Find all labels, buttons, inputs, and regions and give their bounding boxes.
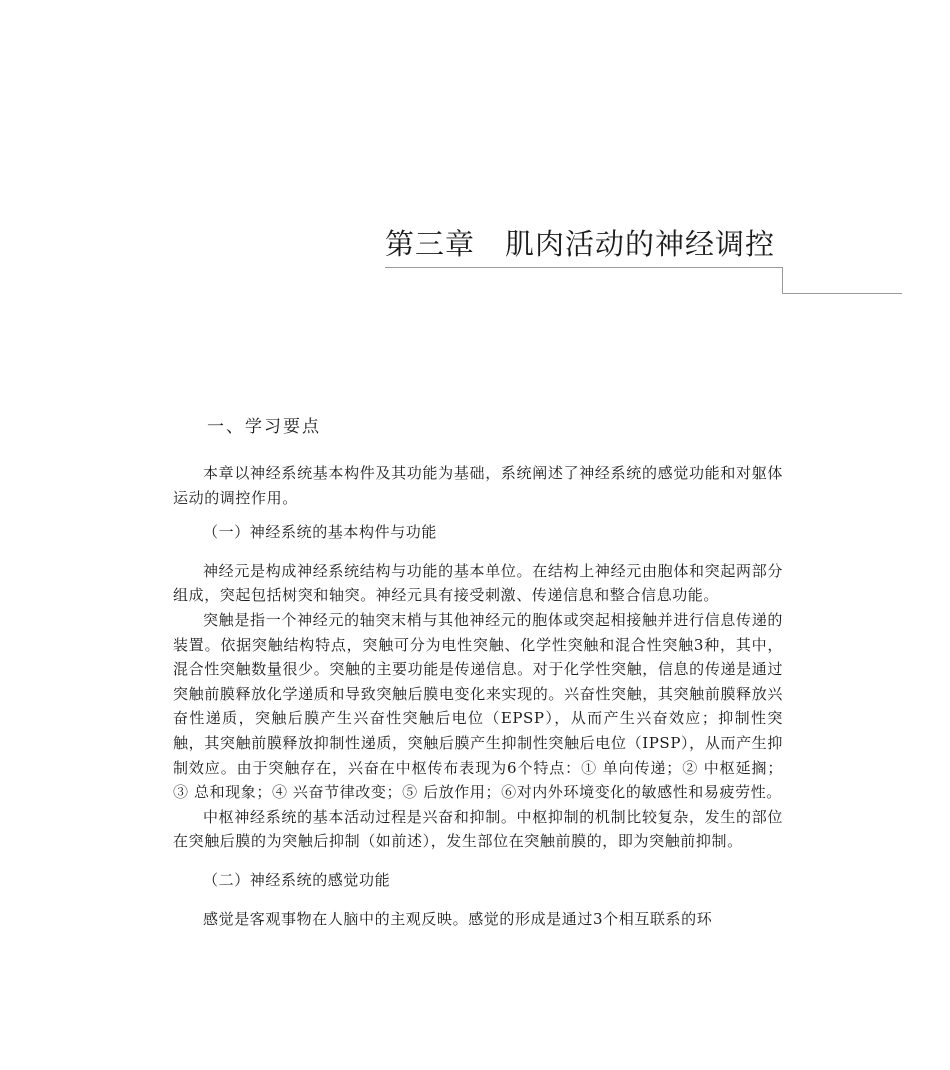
paragraph-sensation: 感觉是客观事物在人脑中的主观反映。感觉的形成是通过3个相互联系的环: [203, 909, 713, 928]
paragraph-synapse: 突触是指一个神经元的轴突末梢与其他神经元的胞体或突起相接触并进行信息传递的装置。依据突触结构特点，突触可分为电性突触、化学性突触和混合性突触3种，其中，混合性突触数量很少。突触的主要功能是传递信息。对于化学性突触，信息的传递是通过突触前膜释放化学递质和导致突触后膜电变化来实现的。兴奋性突触，其突触前膜释放兴奋性递质，突触后膜产生兴奋性突触后电位（EPSP），从而产生兴奋效应；抑制性突触，其突触前膜释放抑制性递质，突触后膜产生抑制性突触后电位（IPSP），从而产生抑制效应。由于突触存在，兴奋在中枢传布表现为6个特点：① 单向传递；② 中枢延搁；③ 总和现象；④ 兴奋节律改变；⑤ 后放作用；⑥对内外环境变化的敏感性和易疲劳性。: [173, 610, 783, 802]
paragraph-cns: 中枢神经系统的基本活动过程是兴奋和抑制。中枢抑制的机制比较复杂，发生的部位在突触后膜的为突触后抑制（如前述），发生部位在突触前膜的，即为突触前抑制。: [173, 807, 783, 851]
section-heading: 一、学习要点: [207, 417, 321, 437]
title-underline: [385, 267, 783, 268]
body-text: [173, 461, 783, 931]
chapter-title: 第三章 肌肉活动的神经调控: [385, 227, 776, 261]
subsection-heading-1: （一）神经系统的基本构件与功能: [203, 523, 438, 542]
subsection-heading-2: （二）神经系统的感觉功能: [203, 870, 391, 889]
title-underline-step: [782, 267, 783, 293]
paragraph-neuron: 神经元是构成神经系统结构与功能的基本单位。在结构上神经元由胞体和突起两部分组成，突起包括树突和轴突。神经元具有接受刺激、传递信息和整合信息功能。: [173, 561, 783, 605]
title-underline-tail: [782, 293, 902, 294]
intro-paragraph: 本章以神经系统基本构件及其功能为基础，系统阐述了神经系统的感觉功能和对躯体运动的调控作用。: [173, 464, 783, 507]
